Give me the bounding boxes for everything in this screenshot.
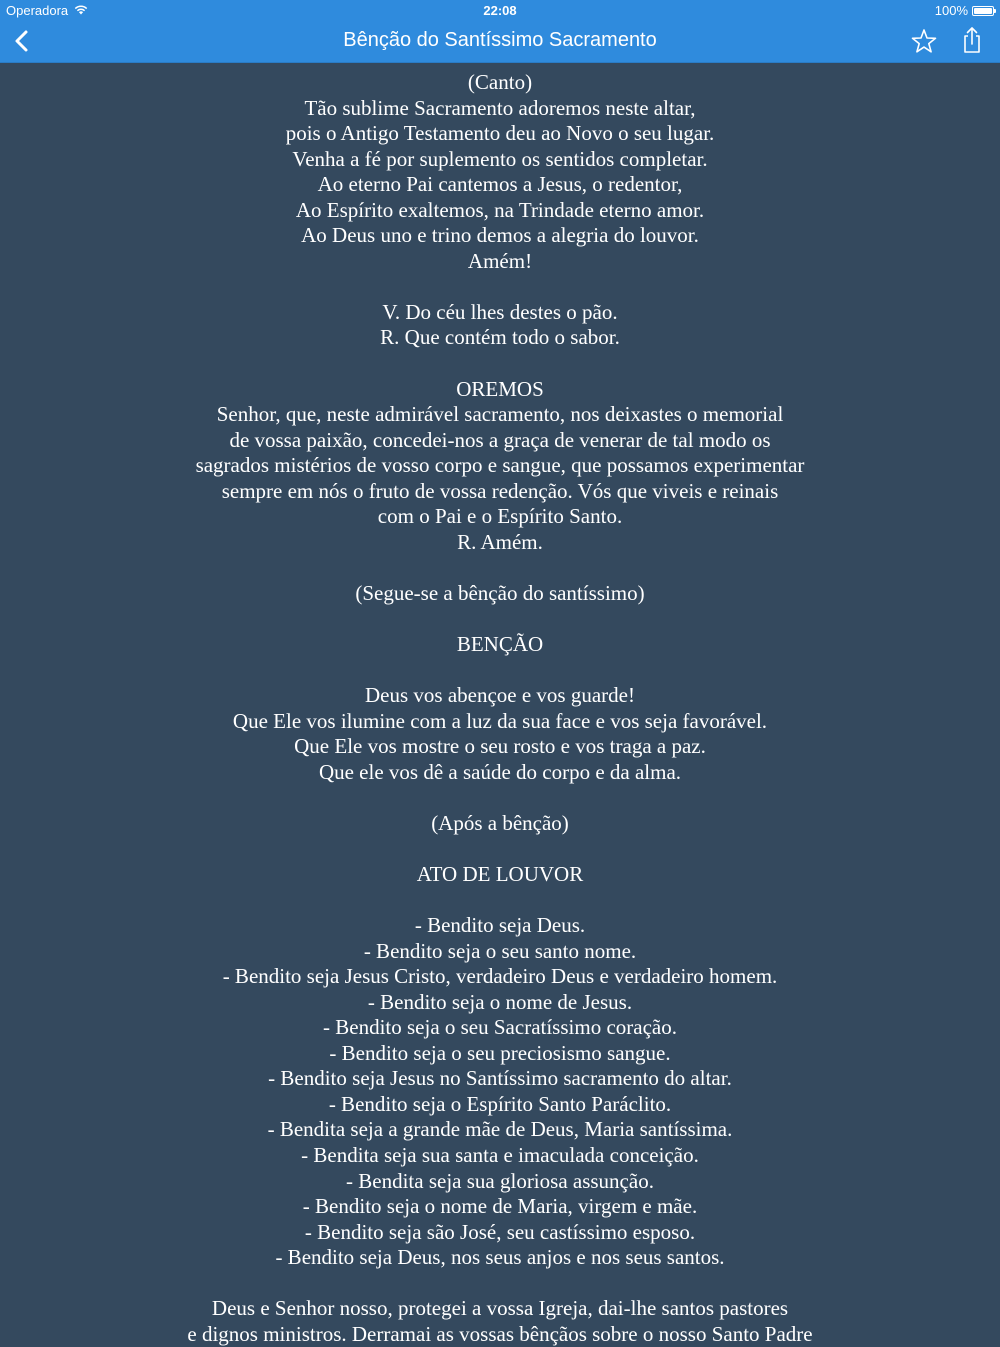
text-line: - Bendito seja o seu preciosismo sangue. <box>329 1040 671 1065</box>
text-line: sagrados mistérios de vosso corpo e sangue, que possamos experimentar <box>195 453 805 478</box>
blank-line <box>0 836 1000 862</box>
blank-line <box>0 658 1000 684</box>
text-line: com o Pai e o Espírito Santo. <box>377 504 623 529</box>
share-icon <box>956 24 988 58</box>
battery-percentage: 100% <box>934 3 968 18</box>
battery-level <box>974 8 992 14</box>
blank-line <box>0 1271 1000 1297</box>
star-icon <box>908 25 940 57</box>
text-line: - Bendito seja o nome de Jesus. <box>367 989 633 1014</box>
text-line: (Canto) <box>467 70 533 94</box>
text-line: - Bendito seja Deus, nos seus anjos e nos seus santos. <box>275 1245 725 1270</box>
blank-line <box>0 785 1000 811</box>
text-line: - Bendito seja Deus. <box>414 913 586 938</box>
blank-line <box>0 274 1000 300</box>
navigation-bar <box>0 21 1000 63</box>
text-line: OREMOS <box>456 376 544 401</box>
text-line: Que Ele vos mostre o seu rosto e vos traga a paz. <box>294 734 706 759</box>
blank-line <box>0 606 1000 632</box>
carrier-label: Operadora <box>6 3 69 18</box>
text-line: - Bendita seja sua santa e imaculada conceição. <box>301 1142 699 1167</box>
status-bar <box>0 0 1000 21</box>
text-line: Que Ele vos ilumine com a luz da sua face e vos seja favorável. <box>232 708 768 733</box>
text-line: - Bendito seja o Espírito Santo Paráclito. <box>328 1091 672 1116</box>
text-line: R. Que contém todo o sabor. <box>380 325 620 350</box>
text-line: Deus vos abençoe e vos guarde! <box>365 683 635 708</box>
text-line: Ao eterno Pai cantemos a Jesus, o redentor, <box>317 172 683 197</box>
blank-line <box>0 351 1000 377</box>
text-line: sempre em nós o fruto de vossa redenção. Vós que viveis e reinais <box>221 478 779 503</box>
text-line: - Bendito seja são José, seu castíssimo esposo. <box>304 1219 696 1244</box>
text-line: - Bendito seja o nome de Maria, virgem e mãe. <box>302 1194 698 1219</box>
text-line: BENÇÃO <box>456 632 544 657</box>
text-line: ATO DE LOUVOR <box>416 861 584 886</box>
text-line: pois o Antigo Testamento deu ao Novo o seu lugar. <box>285 121 715 146</box>
text-line: Amém! <box>467 248 533 273</box>
text-line: Que ele vos dê a saúde do corpo e da alma. <box>318 759 682 784</box>
text-line: Ao Espírito exaltemos, na Trindade eterno amor. <box>295 197 705 222</box>
text-line: R. Amém. <box>457 529 543 554</box>
text-line: - Bendito seja o seu Sacratíssimo coração. <box>323 1015 677 1040</box>
text-line: de vossa paixão, concedei-nos a graça de venerar de tal modo os <box>229 427 771 452</box>
text-line: - Bendita seja sua gloriosa assunção. <box>346 1168 654 1193</box>
text-line: - Bendita seja a grande mãe de Deus, Maria santíssima. <box>267 1117 733 1142</box>
page-title: Bênção do Santíssimo Sacramento <box>343 29 657 51</box>
favorite-button[interactable] <box>908 25 940 57</box>
text-line: V. Do céu lhes destes o pão. <box>382 299 618 324</box>
text-line: (Após a bênção) <box>431 810 569 835</box>
text-line: Senhor, que, neste admirável sacramento, nos deixastes o memorial <box>216 402 784 427</box>
text-line: Ao Deus uno e trino demos a alegria do louvor. <box>301 223 699 248</box>
prayer-text <box>0 70 1000 1347</box>
text-line: (Segue-se a bênção do santíssimo) <box>355 580 645 605</box>
text-line: - Bendito seja Jesus no Santíssimo sacramento do altar. <box>268 1066 732 1091</box>
text-line: Tão sublime Sacramento adoremos neste altar, <box>304 95 696 120</box>
status-time: 22:08 <box>483 3 517 18</box>
text-line: Deus e Senhor nosso, protegei a vossa Igreja, dai-lhe santos pastores <box>211 1296 789 1321</box>
text-line: - Bendito seja o seu santo nome. <box>363 938 637 963</box>
text-line: e dignos ministros. Derramai as vossas bênçãos sobre o nosso Santo Padre <box>187 1321 813 1346</box>
battery-icon <box>972 6 994 16</box>
text-line: Venha a fé por suplemento os sentidos completar. <box>292 146 708 171</box>
share-button[interactable] <box>956 24 988 58</box>
status-right <box>935 3 994 18</box>
blank-line <box>0 888 1000 914</box>
blank-line <box>0 555 1000 581</box>
text-line: - Bendito seja Jesus Cristo, verdadeiro Deus e verdadeiro homem. <box>222 964 778 989</box>
